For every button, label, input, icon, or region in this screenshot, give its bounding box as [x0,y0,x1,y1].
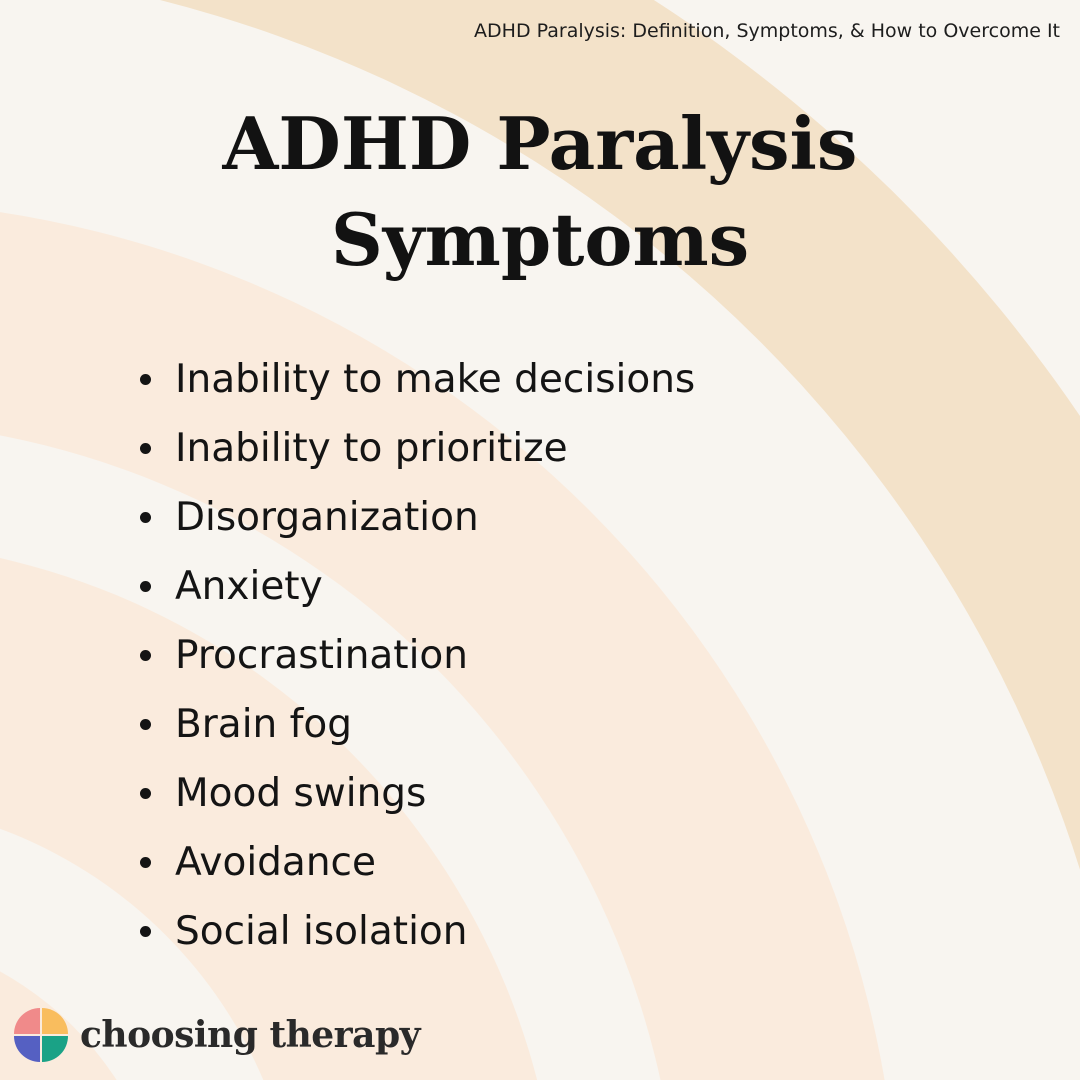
bullet-icon [140,581,151,592]
symptom-text: Mood swings [175,771,427,816]
list-item [140,621,695,690]
bullet-icon [140,374,151,385]
list-item [140,483,695,552]
logo-petal-green [42,1036,68,1062]
symptom-text: Inability to make decisions [175,357,696,402]
bullet-icon [140,443,151,454]
bullet-icon [140,512,151,523]
symptom-text: Anxiety [175,564,323,609]
symptom-text: Social isolation [175,909,468,954]
page-title-line-1: ADHD Paralysis [222,101,858,186]
four-petal-logo-icon [14,1008,68,1062]
list-item [140,759,695,828]
bullet-icon [140,650,151,661]
list-item [140,552,695,621]
list-item [140,690,695,759]
brand-name: choosing therapy [80,1014,421,1056]
bullet-icon [140,926,151,937]
logo-petal-pink [14,1008,40,1034]
symptom-text: Procrastination [175,633,469,678]
symptom-list [140,345,695,966]
bullet-icon [140,857,151,868]
article-caption: ADHD Paralysis: Definition, Symptoms, & How to Overcome It [474,20,1060,42]
logo-petal-blue [14,1036,40,1062]
page-title-line-2: Symptoms [330,197,750,282]
symptom-text: Avoidance [175,840,376,885]
symptom-text: Disorganization [175,495,479,540]
list-item [140,897,695,966]
symptom-text: Brain fog [175,702,352,747]
logo-petal-yellow [42,1008,68,1034]
symptom-text: Inability to prioritize [175,426,568,471]
list-item [140,345,695,414]
page-title [0,96,1080,288]
bullet-icon [140,719,151,730]
bullet-icon [140,788,151,799]
list-item [140,414,695,483]
list-item [140,828,695,897]
brand-logo-link[interactable] [14,1008,420,1062]
